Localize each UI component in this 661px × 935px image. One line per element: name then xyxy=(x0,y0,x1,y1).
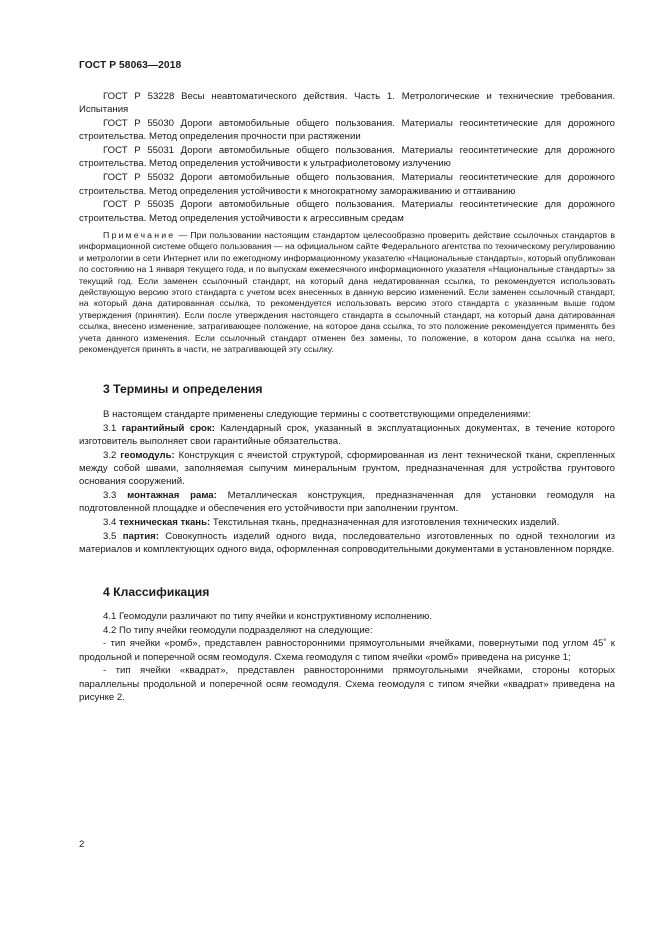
note-paragraph xyxy=(79,230,615,355)
reference-item: ГОСТ Р 55032 Дороги автомобильные общего пользования. Материалы геосинтетические для дорожного строительства. Метод определения устойчивости к многократному замораживанию и оттаиванию xyxy=(79,172,615,197)
classification-paragraph: - тип ячейки «квадрат», представлен равносторонними прямоугольными ячейками, стороны которых параллельны продольной и поперечной осям геомодуля. Схема геомодуля с типом ячейки «квадрат» приведена на рисунке 2. xyxy=(79,665,615,704)
term-def: Календарный срок, указанный в эксплуатационных документах, в течение которого изготовитель выполняет свои гарантийные обязательства. xyxy=(79,422,616,447)
classification-paragraph: 4.1 Геомодули различают по типу ячейки и конструктивному исполнению. xyxy=(103,610,433,622)
term-number: 3.5 xyxy=(103,530,117,542)
term-name: техническая ткань: xyxy=(119,517,211,529)
note-text: — При пользовании настоящим стандартом целесообразно проверить действие ссылочных стандартов в информационной системе общего пользования — на официальном сайте Федерального агентства по техническому регулированию и метрологии в сети Интернет или по ежегодному информационному указателю «Национальные стандарты», который опубликован по состоянию на 1 января текущего года, и по выпускам ежемесячного информационного указателя «Национальные стандарты» за текущий год. Если заменен ссылочный стандарт, на который дана недатированная ссылка, то рекомендуется использовать действующую версию этого стандарта с учетом всех внесенных в данную версию изменений. Если заменен ссылочный стандарт, на который дана датированная ссылка, то рекомендуется использовать версию этого стандарта с указанным выше годом утверждения (принятия). Если после утверждения настоящего стандарта в ссылочный стандарт, на который дана датированная ссылка, внесено изменение, затрагивающее положение, на которое дана ссылка, то это положение рекомендуется применять без учета данного изменения. Если ссылочный стандарт отменен без замены, то положение, в котором дана ссылка на него, рекомендуется принять в части, не затрагивающей эту ссылку. xyxy=(79,229,615,355)
term-number: 3.4 xyxy=(103,517,117,529)
term-def: Металлическая конструкция, предназначенная для установки геомодуля на подготовленной площадке и обеспечения его устойчивости при заполнении грунтом. xyxy=(79,490,616,515)
section-3-intro: В настоящем стандарте применены следующие термины с соответствующими определениями: xyxy=(103,408,531,420)
reference-item: ГОСТ Р 55031 Дороги автомобильные общего пользования. Материалы геосинтетические для дорожного строительства. Метод определения устойчивости к ультрафиолетовому излучению xyxy=(79,145,615,170)
page-content xyxy=(79,90,615,705)
term-definition xyxy=(79,530,615,557)
term-definition xyxy=(79,516,615,529)
term-name: партия: xyxy=(122,530,159,542)
term-definition xyxy=(79,422,615,449)
section-3-heading: 3 Термины и определения xyxy=(103,382,263,397)
term-number: 3.3 xyxy=(103,490,117,502)
classification-paragraph: - тип ячейки «ромб», представлен равносторонними прямоугольными ячейками, повернутыми под углом 45˚ к продольной и поперечной осям геомодуля. Схема геомодуля с типом ячейки «ромб» приведена на рисунке 1; xyxy=(79,638,615,663)
term-definition xyxy=(79,489,615,516)
reference-item: ГОСТ Р 53228 Весы неавтоматического действия. Часть 1. Метрологические и технические требования. Испытания xyxy=(79,91,615,116)
term-def: Конструкция с ячеистой структурой, сформированная из лент технической ткани, скрепленных между собой швами, заполняемая сыпучим минеральным грунтом, предназначенная для устройства грунтового основания сооружений. xyxy=(79,449,616,488)
term-definition xyxy=(79,449,615,489)
term-name: гарантийный срок: xyxy=(121,422,215,434)
reference-item: ГОСТ Р 55030 Дороги автомобильные общего пользования. Материалы геосинтетические для дорожного строительства. Метод определения прочности при растяжении xyxy=(79,118,615,143)
reference-item: ГОСТ Р 55035 Дороги автомобильные общего пользования. Материалы геосинтетические для дорожного строительства. Метод определения устойчивости к агрессивным средам xyxy=(79,199,615,224)
term-name: монтажная рама: xyxy=(127,490,217,502)
term-name: геомодуль: xyxy=(120,449,175,461)
section-4-heading: 4 Классификация xyxy=(103,584,210,599)
classification-paragraph: 4.2 По типу ячейки геомодули подразделяют на следующие: xyxy=(103,624,373,636)
term-def: Текстильная ткань, предназначенная для изготовления технических изделий. xyxy=(212,517,560,529)
term-number: 3.2 xyxy=(103,449,117,461)
term-number: 3.1 xyxy=(103,422,117,434)
running-header: ГОСТ Р 58063—2018 xyxy=(79,60,182,71)
page-number: 2 xyxy=(79,839,85,850)
term-def: Совокупность изделий одного вида, последовательно изготовленных по одной технологии из материалов и комплектующих одного вида, оформленная сопроводительными документами в установленном порядке. xyxy=(79,530,615,556)
note-label: Примечание xyxy=(103,229,176,240)
